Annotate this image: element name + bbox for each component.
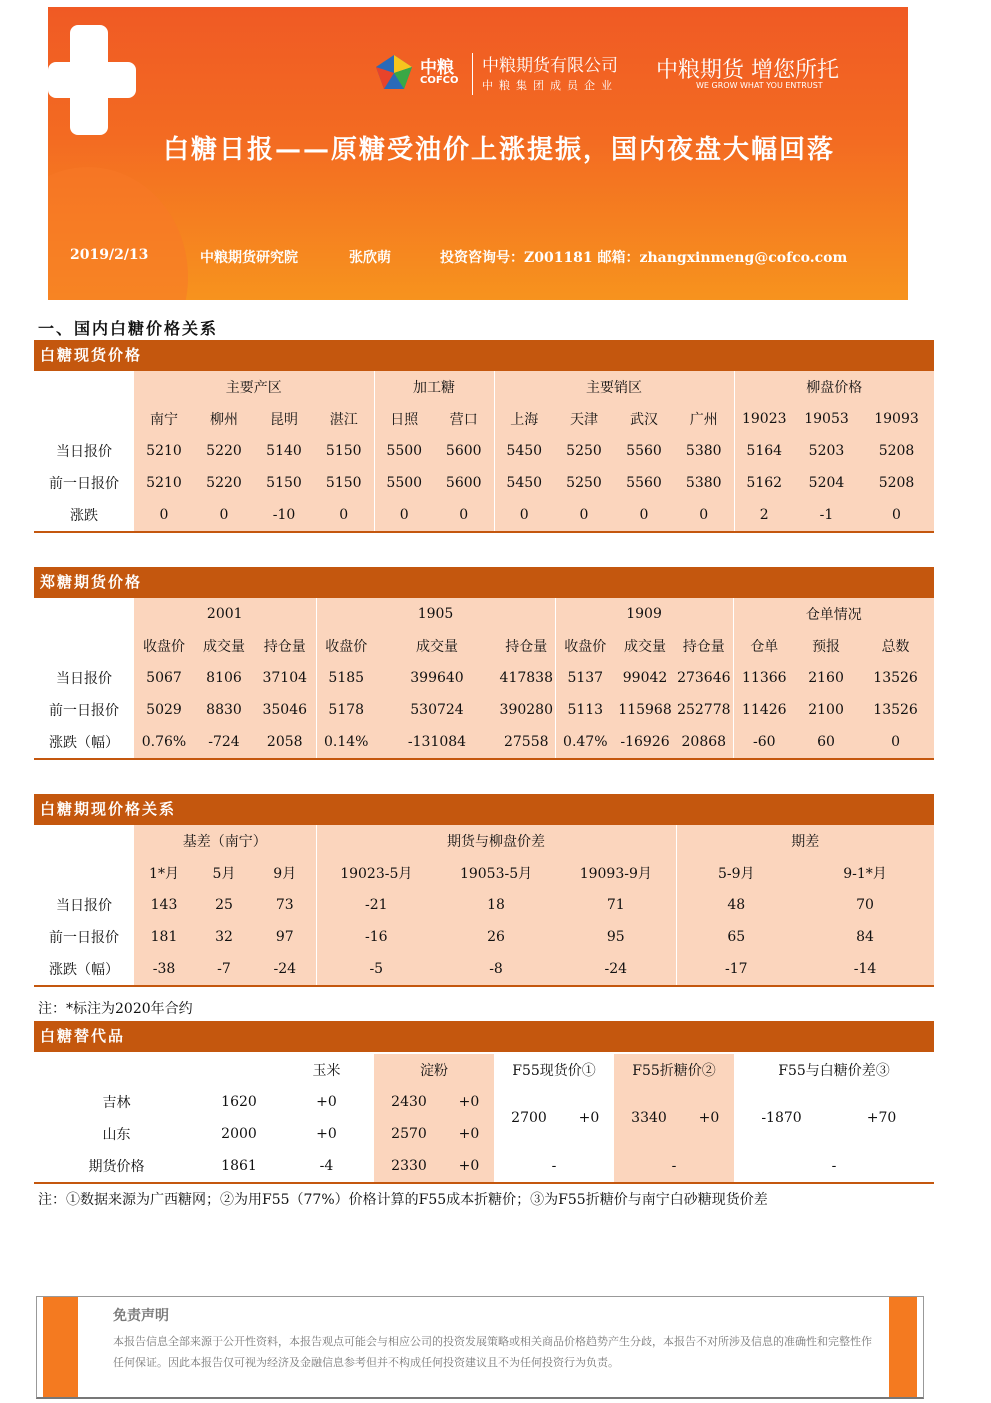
table-cell: -8 — [436, 953, 556, 986]
table-cell: 5450 — [494, 467, 554, 499]
table-cell: 5203 — [794, 435, 859, 467]
row-label: 山东 — [102, 1127, 131, 1143]
column-header: 持仓量 — [675, 630, 733, 662]
table-cell: 0 — [494, 499, 554, 532]
column-header: 仓单 — [733, 630, 795, 662]
column-header: 收盘价 — [555, 630, 615, 662]
corner-cell — [34, 825, 134, 857]
table-cell: 115968 — [615, 694, 675, 726]
table-row — [34, 1150, 934, 1183]
table-cell: 5500 — [374, 467, 434, 499]
table-cell: 0 — [134, 499, 194, 532]
f55-sugar-change: +0 — [684, 1086, 734, 1150]
table-cell: 65 — [676, 921, 796, 953]
table-cell: 48 — [676, 889, 796, 921]
table-cell: 0 — [374, 499, 434, 532]
table-cell: 399640 — [376, 662, 498, 694]
table-cell: 95 — [556, 921, 676, 953]
table-cell: 5250 — [554, 435, 614, 467]
table-cell: -10 — [254, 499, 314, 532]
disclaimer-box — [36, 1296, 924, 1399]
basis-table — [34, 825, 934, 987]
column-header: 成交量 — [376, 630, 498, 662]
column-header: 柳州 — [194, 403, 254, 435]
table-cell: 5560 — [614, 467, 674, 499]
column-header: 持仓量 — [498, 630, 555, 662]
table-cell: 2570 — [374, 1118, 444, 1150]
group-header: 基差（南宁） — [134, 825, 316, 857]
f55-sugar-value: 3340 — [614, 1086, 684, 1150]
table-cell: 530724 — [376, 694, 498, 726]
row-label: 当日报价 — [56, 898, 112, 914]
table-cell: -14 — [796, 953, 934, 986]
column-header: 5-9月 — [676, 857, 796, 889]
table-cell: 5210 — [134, 467, 194, 499]
f55-spot-header: F55现货价① — [512, 1063, 596, 1079]
column-header: 5月 — [194, 857, 254, 889]
group-header: 期货与柳盘价差 — [316, 825, 676, 857]
row-label: 涨跌（幅） — [34, 726, 134, 759]
table-cell: 2330 — [374, 1150, 444, 1183]
table-cell: 1861 — [199, 1150, 279, 1183]
column-header: 预报 — [795, 630, 857, 662]
disclaimer-text: 本报告信息全部来源于公开性资料，本报告观点可能会与相应公司的投资发展策略或相关商品价格趋势产生分歧，本报告不对所涉及信息的准确性和完整性作任何保证。因此本报告仅可视为经济及金融信息参考但并不构成任何投资建议且不为任何投资行为负责。 — [113, 1335, 872, 1369]
f55-diff-value: -1870 — [761, 1110, 802, 1126]
table-cell: 2 — [734, 499, 794, 532]
table-cell: 27558 — [498, 726, 555, 759]
column-header: 19053-5月 — [436, 857, 556, 889]
table-cell: 5150 — [314, 467, 374, 499]
column-header: 昆明 — [254, 403, 314, 435]
table-cell: 5250 — [554, 467, 614, 499]
corner-cell — [34, 598, 134, 630]
table-cell: 99042 — [615, 662, 675, 694]
table-cell: 25 — [194, 889, 254, 921]
table-cell: 8106 — [194, 662, 254, 694]
table-cell: 2000 — [221, 1126, 257, 1142]
table-cell: 5185 — [316, 662, 376, 694]
table-cell: -16926 — [615, 726, 675, 759]
column-header: 成交量 — [615, 630, 675, 662]
disclaimer-right-stripe — [889, 1297, 917, 1397]
table-row — [34, 662, 934, 694]
table-cell: 5210 — [134, 435, 194, 467]
table-cell: 0.47% — [555, 726, 615, 759]
substitute-note: 注：①数据来源为广西糖网；②为用F55（77%）价格计算的F55成本折糖价；③为F55折糖价与南宁白砂糖现货价差 — [38, 1192, 768, 1208]
table-cell: 2100 — [795, 694, 857, 726]
table-cell: 13526 — [857, 662, 934, 694]
company-name: 中粮期货有限公司 — [482, 56, 618, 76]
table-cell: 71 — [556, 889, 676, 921]
column-header: 持仓量 — [254, 630, 316, 662]
row-label: 当日报价 — [56, 444, 112, 460]
table-cell: 1620 — [221, 1094, 257, 1110]
corner-cell — [34, 371, 134, 403]
column-header: 19093 — [859, 403, 934, 435]
table-cell: 0 — [674, 499, 734, 532]
table-cell: -17 — [676, 953, 796, 986]
basis-bar: 白糖期现价格关系 — [34, 794, 934, 825]
substitute-table — [34, 1054, 934, 1184]
table-cell: -131084 — [376, 726, 498, 759]
table-cell: -7 — [194, 953, 254, 986]
table-cell: -21 — [316, 889, 436, 921]
row-label: 期货价格 — [34, 1150, 199, 1183]
column-header: 天津 — [554, 403, 614, 435]
author-name: 张欣萌 — [349, 250, 391, 266]
table-cell: 32 — [194, 921, 254, 953]
group-header: 期差 — [676, 825, 934, 857]
table-cell: 0 — [859, 499, 934, 532]
table-cell: 5137 — [555, 662, 615, 694]
table-cell: 5150 — [314, 435, 374, 467]
table-row — [34, 499, 934, 532]
corn-header: 玉米 — [312, 1063, 341, 1079]
table-row — [34, 953, 934, 986]
table-cell: 5150 — [254, 467, 314, 499]
row-label: 当日报价 — [56, 671, 112, 687]
column-header-row — [34, 403, 934, 435]
table-cell: 0 — [434, 499, 494, 532]
column-header: 收盘价 — [134, 630, 194, 662]
futures-price-bar: 郑糖期货价格 — [34, 567, 934, 598]
table-cell: 5067 — [134, 662, 194, 694]
table-cell: -24 — [556, 953, 676, 986]
table-cell: -1 — [794, 499, 859, 532]
table-cell: 5208 — [859, 435, 934, 467]
company-member: 中粮集团成员企业 — [482, 79, 618, 92]
table-row — [34, 921, 934, 953]
f55-diff-change: +70 — [866, 1110, 897, 1126]
table-cell: 5029 — [134, 694, 194, 726]
row-label: 涨跌 — [34, 499, 134, 532]
cofco-logo-icon — [374, 53, 414, 93]
institute-name: 中粮期货研究院 — [200, 250, 298, 266]
table-cell: 5208 — [859, 467, 934, 499]
table-cell: 390280 — [498, 694, 555, 726]
column-header: 19023-5月 — [316, 857, 436, 889]
table-cell: 273646 — [675, 662, 733, 694]
basis-note: 注：*标注为2020年合约 — [38, 1001, 193, 1017]
table-cell: +0 — [316, 1126, 337, 1142]
plus-logo-horizontal — [48, 62, 136, 98]
table-cell: -16 — [316, 921, 436, 953]
column-header: 日照 — [374, 403, 434, 435]
table-cell: 5450 — [494, 435, 554, 467]
column-header: 营口 — [434, 403, 494, 435]
table-cell: 181 — [134, 921, 194, 953]
group-header: 柳盘价格 — [734, 371, 934, 403]
f55-spot-value: 2700 — [511, 1110, 547, 1126]
row-label: 前一日报价 — [49, 703, 119, 719]
column-header: 武汉 — [614, 403, 674, 435]
disclaimer-title: 免责声明 — [113, 1308, 169, 1324]
group-header: 仓单情况 — [733, 598, 934, 630]
table-cell: 0.14% — [316, 726, 376, 759]
table-cell: 0.76% — [134, 726, 194, 759]
table-cell: +0 — [316, 1094, 337, 1110]
table-cell: +0 — [444, 1086, 494, 1118]
slogan: 中粮期货 增您所托 — [656, 58, 839, 83]
table-cell: +0 — [444, 1118, 494, 1150]
column-header: 成交量 — [194, 630, 254, 662]
group-header: 2001 — [134, 598, 316, 630]
futures-price-table — [34, 598, 934, 760]
table-cell: 11426 — [733, 694, 795, 726]
table-cell: 2430 — [374, 1086, 444, 1118]
table-cell: 5500 — [374, 435, 434, 467]
table-cell: 97 — [254, 921, 316, 953]
table-cell: 0 — [194, 499, 254, 532]
table-cell: 5162 — [734, 467, 794, 499]
table-cell: 5140 — [254, 435, 314, 467]
table-cell: 60 — [795, 726, 857, 759]
f55-diff-header: F55与白糖价差③ — [778, 1063, 890, 1079]
disclaimer-left-stripe — [43, 1297, 78, 1397]
group-header: 主要产区 — [134, 371, 374, 403]
table-cell: 5220 — [194, 467, 254, 499]
f55-sugar-header: F55折糖价② — [614, 1054, 734, 1086]
group-header: 加工糖 — [374, 371, 494, 403]
table-cell: 18 — [436, 889, 556, 921]
column-header: 9月 — [254, 857, 316, 889]
table-cell: +0 — [444, 1150, 494, 1183]
table-row — [34, 467, 934, 499]
table-cell: 5178 — [316, 694, 376, 726]
row-label: 前一日报价 — [49, 476, 119, 492]
brand-en: COFCO — [420, 75, 459, 86]
column-header: 总数 — [857, 630, 934, 662]
row-label: 吉林 — [102, 1095, 131, 1111]
table-row — [34, 726, 934, 759]
table-cell: 2160 — [795, 662, 857, 694]
column-header-row — [34, 857, 934, 889]
column-header: 收盘价 — [316, 630, 376, 662]
table-cell: -60 — [733, 726, 795, 759]
column-header: 9-1*月 — [796, 857, 934, 889]
table-cell: 0 — [554, 499, 614, 532]
row-label: 涨跌（幅） — [34, 953, 134, 986]
table-cell: 0 — [314, 499, 374, 532]
substitute-bar: 白糖替代品 — [34, 1021, 934, 1052]
column-header: 19093-9月 — [556, 857, 676, 889]
table-cell: - — [494, 1150, 614, 1183]
table-row — [34, 889, 934, 921]
table-cell: -5 — [316, 953, 436, 986]
consult-info: 投资咨询号：Z001181 邮箱：zhangxinmeng@cofco.com — [440, 250, 848, 266]
column-header: 上海 — [494, 403, 554, 435]
table-cell: 0 — [857, 726, 934, 759]
table-cell: 13526 — [857, 694, 934, 726]
table-row — [34, 1086, 934, 1118]
brand-cn: 中粮 — [420, 58, 454, 78]
header-banner — [48, 7, 908, 300]
table-row — [34, 435, 934, 467]
column-header: 湛江 — [314, 403, 374, 435]
table-cell: 5600 — [434, 467, 494, 499]
column-header-row — [34, 630, 934, 662]
report-date: 2019/2/13 — [70, 247, 149, 263]
report-title: 白糖日报——原糖受油价上涨提振，国内夜盘大幅回落 — [163, 135, 836, 165]
column-header: 19053 — [794, 403, 859, 435]
slogan-en: WE GROW WHAT YOU ENTRUST — [696, 81, 823, 90]
table-cell: 84 — [796, 921, 934, 953]
table-cell: 2058 — [254, 726, 316, 759]
group-header: 主要销区 — [494, 371, 734, 403]
table-cell: 5600 — [434, 435, 494, 467]
column-header: 19023 — [734, 403, 794, 435]
column-header: 1*月 — [134, 857, 194, 889]
column-header: 南宁 — [134, 403, 194, 435]
table-row — [34, 694, 934, 726]
spot-price-bar: 白糖现货价格 — [34, 340, 934, 371]
table-cell: -4 — [279, 1150, 374, 1183]
table-cell: 5220 — [194, 435, 254, 467]
table-cell: 5380 — [674, 467, 734, 499]
logo-divider — [472, 53, 473, 95]
group-header: 1905 — [316, 598, 555, 630]
column-header: 广州 — [674, 403, 734, 435]
section-title: 一、国内白糖价格关系 — [38, 319, 219, 338]
table-cell: 143 — [134, 889, 194, 921]
table-cell: 37104 — [254, 662, 316, 694]
table-cell: 70 — [796, 889, 934, 921]
table-cell: 5204 — [794, 467, 859, 499]
table-cell: - — [614, 1150, 734, 1183]
starch-header: 淀粉 — [374, 1054, 494, 1086]
group-header: 1909 — [555, 598, 733, 630]
table-cell: 73 — [254, 889, 316, 921]
table-cell: -38 — [134, 953, 194, 986]
spot-price-table — [34, 371, 934, 533]
table-cell: 26 — [436, 921, 556, 953]
table-cell: - — [734, 1150, 934, 1183]
company-logo-block — [374, 47, 894, 107]
table-cell: 0 — [614, 499, 674, 532]
table-cell: 5113 — [555, 694, 615, 726]
table-cell: 20868 — [675, 726, 733, 759]
table-cell: -724 — [194, 726, 254, 759]
table-cell: 417838 — [498, 662, 555, 694]
table-cell: 11366 — [733, 662, 795, 694]
table-cell: 5380 — [674, 435, 734, 467]
table-cell: -24 — [254, 953, 316, 986]
table-cell: 8830 — [194, 694, 254, 726]
table-cell: 5164 — [734, 435, 794, 467]
row-label: 前一日报价 — [49, 930, 119, 946]
f55-spot-change: +0 — [578, 1110, 600, 1126]
table-cell: 5560 — [614, 435, 674, 467]
table-cell: 35046 — [254, 694, 316, 726]
table-cell: 252778 — [675, 694, 733, 726]
decorative-curve — [48, 167, 188, 300]
